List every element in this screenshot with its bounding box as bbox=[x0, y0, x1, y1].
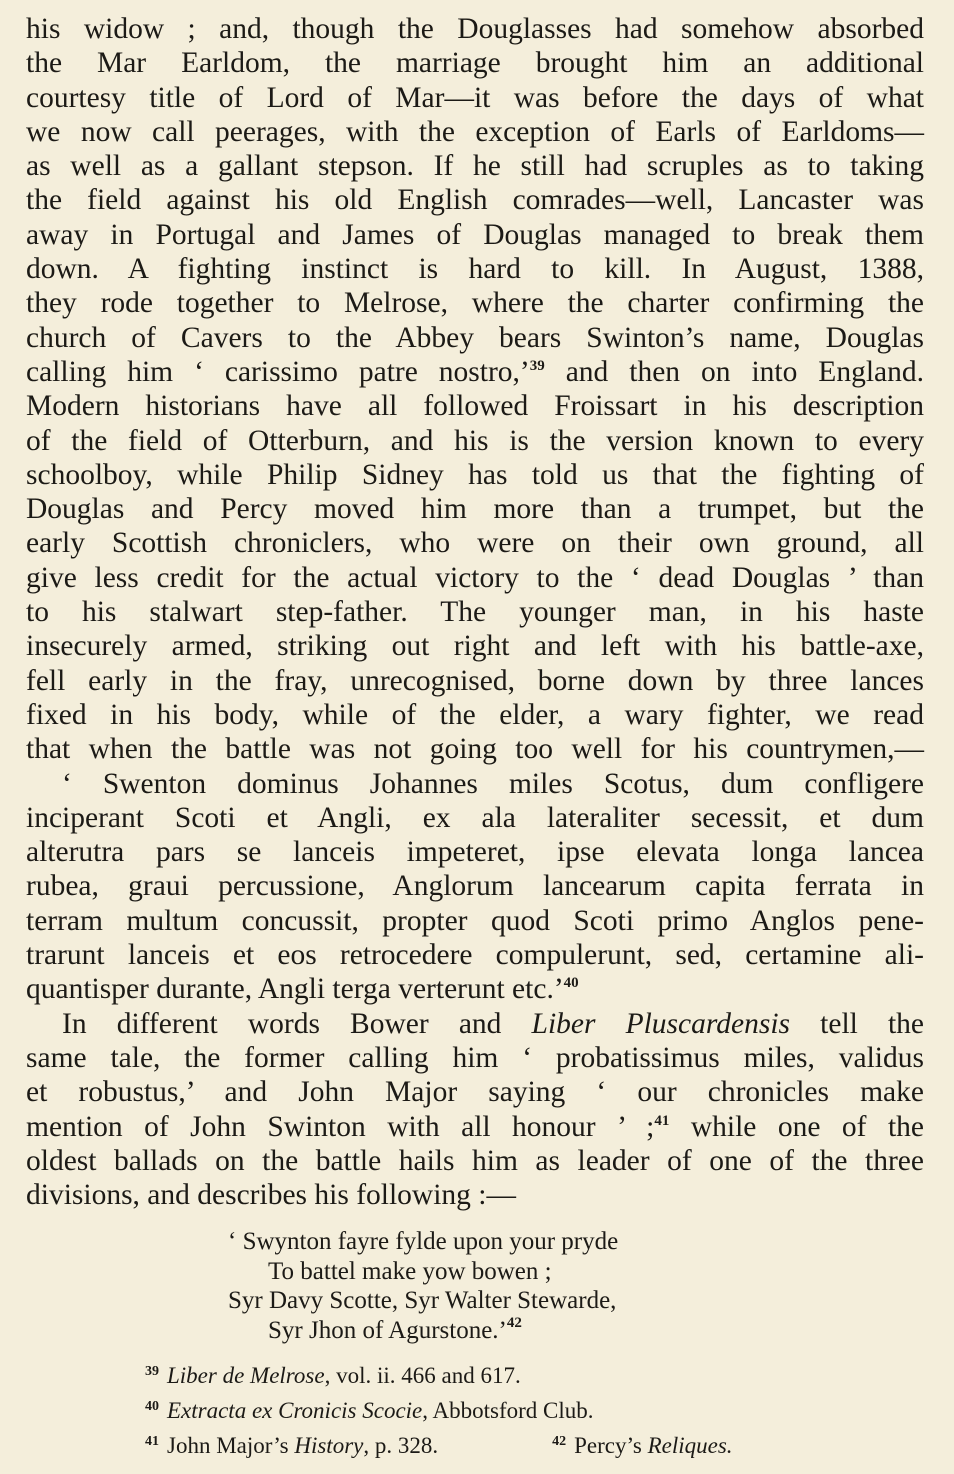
footnote-text: , vol. ii. 466 and 617. bbox=[324, 1363, 521, 1388]
line-text: quantisper durante, Angli terga verterunt etc.’ bbox=[26, 973, 564, 1006]
text-line bbox=[26, 1144, 924, 1178]
text-line bbox=[26, 12, 924, 46]
line-text: Modern historians have all followed Froissart in his description bbox=[26, 390, 924, 423]
verse-text: To battel make yow bowen ; bbox=[268, 1257, 552, 1285]
text-line bbox=[26, 355, 924, 389]
line-text: give less credit for the actual victory to the ‘ dead Douglas ’ than bbox=[26, 561, 924, 594]
footnote-ref: 41 bbox=[654, 1112, 670, 1129]
footnote-number: 40 bbox=[145, 1399, 159, 1414]
footnote-title: Extracta ex Cronicis Scocie bbox=[167, 1398, 423, 1423]
text-line bbox=[26, 904, 924, 938]
footnote-number: 41 bbox=[145, 1434, 159, 1449]
line-text-continued: and then on into England. bbox=[544, 355, 924, 388]
line-text: they rode together to Melrose, where the charter confirming the bbox=[26, 287, 924, 320]
text-line bbox=[26, 46, 924, 80]
text-line bbox=[26, 1075, 924, 1109]
ballad-verse bbox=[228, 1227, 618, 1345]
line-text: alterutra pars se lanceis impeteret, ipse elevata longa lancea bbox=[26, 836, 924, 869]
text-line bbox=[26, 389, 924, 423]
text-line bbox=[26, 869, 924, 903]
text-line bbox=[26, 218, 924, 252]
footnote-number: 39 bbox=[145, 1364, 159, 1379]
line-text: mention of John Swinton with all honour ’ ; bbox=[26, 1110, 655, 1143]
line-text: oldest ballads on the battle hails him as leader of one of the three bbox=[26, 1144, 924, 1177]
italic-title: Liber Pluscardensis bbox=[531, 1007, 791, 1040]
text-line bbox=[26, 664, 924, 698]
line-text: fell early in the fray, unrecognised, borne down by three lances bbox=[26, 664, 924, 697]
footnote-text: , p. 328. bbox=[363, 1433, 439, 1458]
line-text: divisions, and describes his following :— bbox=[26, 1179, 516, 1212]
line-text: schoolboy, while Philip Sidney has told us that the fighting of bbox=[26, 458, 924, 491]
text-line bbox=[26, 972, 924, 1006]
line-text: fixed in his body, while of the elder, a wary fighter, we read bbox=[26, 698, 924, 731]
line-text: courtesy title of Lord of Mar—it was before the days of what bbox=[26, 81, 924, 114]
text-line bbox=[26, 115, 924, 149]
text-line bbox=[26, 321, 924, 355]
line-text: the field against his old English comrades—well, Lancaster was bbox=[26, 184, 924, 217]
footnote-title: History bbox=[294, 1433, 364, 1458]
footnote bbox=[145, 1391, 845, 1426]
line-text: the Mar Earldom, the marriage brought him an additional bbox=[26, 47, 924, 80]
text-line bbox=[26, 801, 924, 835]
text-line bbox=[26, 492, 924, 526]
footnote-text: John Major’s bbox=[167, 1433, 295, 1458]
text-line bbox=[26, 835, 924, 869]
text-line bbox=[26, 595, 924, 629]
text-line bbox=[26, 252, 924, 286]
line-text: trarunt lanceis et eos retrocedere compulerunt, sed, certamine ali- bbox=[26, 939, 924, 972]
footnote-title: Reliques. bbox=[647, 1433, 733, 1458]
line-text: away in Portugal and James of Douglas managed to break them bbox=[26, 218, 924, 251]
line-text: down. A fighting instinct is hard to kill. In August, 1388, bbox=[26, 253, 924, 286]
footnote-title: Liber de Melrose bbox=[167, 1363, 325, 1388]
line-text-continued: while one of the bbox=[669, 1110, 924, 1143]
footnotes bbox=[145, 1356, 845, 1461]
verse-text: Syr Jhon of Agurstone.’ bbox=[268, 1316, 507, 1344]
line-text: to his stalwart step-father. The younger man, in his haste bbox=[26, 596, 924, 629]
verse-line bbox=[228, 1257, 618, 1287]
verse-line bbox=[228, 1286, 618, 1316]
footnote-text: , Abbotsford Club. bbox=[422, 1398, 594, 1423]
footnote-text: Percy’s bbox=[574, 1433, 648, 1458]
text-line bbox=[26, 1007, 924, 1041]
line-text: as well as a gallant stepson. If he still had scruples as to taking bbox=[26, 150, 924, 183]
line-text: ‘ Swenton dominus Johannes miles Scotus, dum confligere bbox=[62, 767, 924, 800]
line-text: of the field of Otterburn, and his is the version known to every bbox=[26, 424, 924, 457]
line-text-continued: tell the bbox=[790, 1007, 924, 1040]
text-line bbox=[26, 424, 924, 458]
line-text: Douglas and Percy moved him more than a trumpet, but the bbox=[26, 493, 924, 526]
verse-text: Syr Davy Scotte, Syr Walter Stewarde, bbox=[228, 1287, 617, 1314]
line-text: calling him ‘ carissimo patre nostro,’ bbox=[26, 355, 530, 388]
line-text: insecurely armed, striking out right and left with his battle-axe, bbox=[26, 630, 924, 663]
footnote-ref: 40 bbox=[563, 975, 579, 992]
footnote bbox=[145, 1426, 845, 1461]
text-line bbox=[26, 561, 924, 595]
text-line bbox=[26, 732, 924, 766]
footnote-ref: 39 bbox=[529, 357, 545, 374]
main-text bbox=[26, 12, 924, 1212]
verse-line bbox=[228, 1227, 618, 1257]
verse-text: ‘ Swynton fayre fylde upon your pryde bbox=[228, 1228, 619, 1255]
text-line bbox=[26, 183, 924, 217]
line-text: terram multum concussit, propter quod Scoti primo Anglos pene- bbox=[26, 904, 924, 937]
text-line bbox=[26, 938, 924, 972]
text-line bbox=[26, 1110, 924, 1144]
text-line bbox=[26, 698, 924, 732]
line-text: same tale, the former calling him ‘ probatissimus miles, validus bbox=[26, 1041, 924, 1074]
line-text: that when the battle was not going too well for his countrymen,— bbox=[26, 733, 924, 766]
text-line bbox=[26, 1178, 924, 1212]
line-text: rubea, graui percussione, Anglorum lancearum capita ferrata in bbox=[26, 870, 924, 903]
line-text: church of Cavers to the Abbey bears Swinton’s name, Douglas bbox=[26, 321, 924, 354]
line-text: et robustus,’ and John Major saying ‘ our chronicles make bbox=[26, 1076, 924, 1109]
text-line bbox=[26, 1041, 924, 1075]
line-text: we now call peerages, with the exception of Earls of Earldoms— bbox=[26, 115, 924, 148]
line-text: inciperant Scoti et Angli, ex ala lateraliter secessit, et dum bbox=[26, 801, 924, 834]
text-line bbox=[26, 629, 924, 663]
line-text: early Scottish chroniclers, who were on their own ground, all bbox=[26, 527, 924, 560]
text-line bbox=[26, 286, 924, 320]
footnote-ref: 42 bbox=[506, 1314, 522, 1331]
text-line bbox=[26, 526, 924, 560]
footnote bbox=[145, 1356, 845, 1391]
text-line bbox=[26, 767, 924, 801]
text-line bbox=[26, 149, 924, 183]
line-text: In different words Bower and bbox=[62, 1007, 532, 1040]
text-line bbox=[26, 458, 924, 492]
text-line bbox=[26, 81, 924, 115]
verse-line bbox=[228, 1316, 618, 1346]
line-text: his widow ; and, though the Douglasses had somehow absorbed bbox=[26, 13, 924, 45]
footnote-number: 42 bbox=[552, 1434, 567, 1449]
